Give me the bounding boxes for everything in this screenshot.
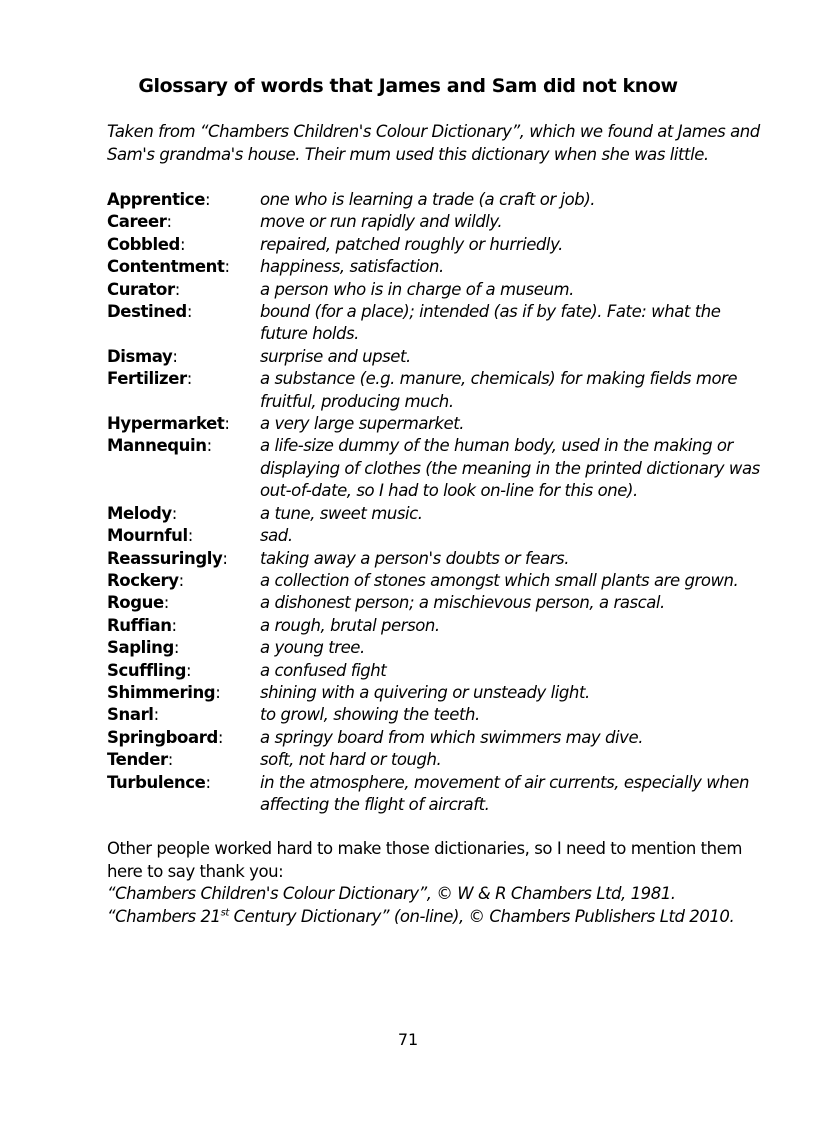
glossary-term-word: Mannequin — [107, 436, 207, 456]
glossary-definition: a life-size dummy of the human body, used in the making or displaying of clothes (the meaning in the printed dictionary was out-of-date, so I had to look on-line for this one). — [260, 436, 760, 501]
glossary-term-word: Cobbled — [107, 234, 180, 254]
glossary-definition: a springy board from which swimmers may dive. — [260, 727, 643, 747]
glossary-definition: repaired, patched roughly or hurriedly. — [260, 234, 563, 254]
glossary-term-colon: : — [166, 212, 172, 232]
glossary-term-colon: : — [224, 257, 230, 277]
glossary-term-colon: : — [173, 638, 180, 658]
glossary-term-colon: : — [163, 593, 169, 613]
glossary-term-colon: : — [215, 682, 221, 702]
citation-online-part-1: “Chambers 21 — [107, 906, 221, 926]
glossary-entry — [107, 548, 767, 570]
intro-paragraph: Taken from “Chambers Children's Colour Dictionary”, which we found at James and Sam's grandma's house. Their mum used this dictionary when she was little. — [107, 122, 760, 164]
glossary-term-colon: : — [186, 660, 192, 680]
glossary-definition: a collection of stones amongst which small plants are grown. — [260, 570, 739, 590]
glossary-term-word: Scuffling — [107, 660, 187, 680]
glossary-term-word: Rockery — [107, 570, 179, 590]
glossary-term-colon: : — [187, 526, 193, 546]
glossary-definition: a confused fight — [260, 660, 387, 680]
glossary-term-colon: : — [224, 414, 230, 434]
glossary-entry — [107, 704, 767, 726]
glossary-term-word: Rogue — [107, 593, 164, 613]
glossary-term — [107, 570, 260, 592]
glossary-term-word: Career — [107, 212, 167, 232]
glossary-entry — [107, 749, 767, 771]
glossary-term-word: Mournful — [107, 526, 188, 546]
glossary-entry — [107, 727, 767, 749]
page-number: 71 — [397, 1030, 419, 1049]
glossary-term-word: Snarl — [107, 705, 154, 725]
glossary-term-colon: : — [205, 772, 211, 792]
glossary-definition: a substance (e.g. manure, chemicals) for making fields more fruitful, producing much. — [260, 369, 738, 411]
glossary-term-word: Turbulence — [107, 772, 206, 792]
glossary-entry — [107, 256, 767, 278]
glossary-entry — [107, 772, 767, 817]
glossary-definition: surprise and upset. — [260, 346, 411, 366]
glossary-definition: to growl, showing the teeth. — [260, 705, 480, 725]
glossary-term-colon: : — [186, 369, 192, 389]
glossary-term — [107, 592, 260, 614]
glossary-term — [107, 368, 260, 390]
glossary-term-colon: : — [204, 190, 211, 209]
glossary-term-colon: : — [222, 548, 228, 568]
glossary-definition: taking away a person's doubts or fears. — [260, 548, 569, 568]
glossary-term-word: Apprentice — [107, 190, 205, 209]
page-title: Glossary of words that James and Sam did not know — [138, 75, 678, 97]
glossary-entry — [107, 615, 767, 637]
credits-section — [107, 838, 767, 928]
glossary-definition: one who is learning a trade (a craft or job). — [260, 190, 596, 209]
glossary-term — [107, 637, 260, 659]
glossary-entry — [107, 189, 767, 211]
glossary-term-word: Springboard — [107, 727, 218, 747]
glossary-term — [107, 279, 260, 301]
glossary-term — [107, 682, 260, 704]
citation-online-dictionary — [107, 906, 767, 929]
glossary-term — [107, 615, 260, 637]
glossary-definition: a young tree. — [260, 638, 365, 658]
citation-print-dictionary: “Chambers Children's Colour Dictionary”, © W & R Chambers Ltd, 1981. — [107, 884, 676, 903]
glossary-definition: in the atmosphere, movement of air currents, especially when affecting the flight of aircraft. — [260, 772, 749, 814]
glossary-term — [107, 189, 260, 211]
glossary-term — [107, 301, 260, 323]
glossary-entry — [107, 682, 767, 704]
glossary-term-word: Hypermarket — [107, 414, 225, 434]
glossary-entry — [107, 525, 767, 547]
glossary-entry — [107, 592, 767, 614]
glossary-definition: a tune, sweet music. — [260, 503, 423, 523]
glossary-entry — [107, 279, 767, 301]
glossary-term — [107, 211, 260, 233]
glossary-term-word: Destined — [107, 302, 187, 322]
glossary-definition: a dishonest person; a mischievous person, a rascal. — [260, 593, 665, 613]
glossary-entry — [107, 346, 767, 368]
glossary-entry — [107, 211, 767, 233]
glossary-term — [107, 234, 260, 256]
citation-online-part-2: Century Dictionary” (on-line), © Chambers Publishers Ltd 2010. — [228, 906, 735, 926]
glossary-term-word: Shimmering — [107, 682, 216, 702]
glossary-definition: soft, not hard or tough. — [260, 750, 442, 770]
glossary-term-word: Contentment — [107, 257, 225, 277]
glossary-term-word: Fertilizer — [107, 369, 187, 389]
glossary-term — [107, 727, 260, 749]
glossary-term-colon: : — [217, 727, 224, 747]
glossary-term-colon: : — [153, 705, 159, 725]
glossary-term-word: Melody — [107, 503, 172, 523]
glossary-term — [107, 503, 260, 525]
glossary-term — [107, 772, 260, 794]
glossary-term — [107, 704, 260, 726]
glossary-term — [107, 256, 260, 278]
glossary-entry — [107, 660, 767, 682]
glossary-definition: a very large supermarket. — [260, 414, 465, 434]
glossary-term-colon: : — [179, 234, 186, 254]
credits-text: Other people worked hard to make those dictionaries, so I need to mention them here to say thank you: — [107, 839, 743, 881]
glossary-entry — [107, 368, 767, 413]
glossary-entry — [107, 570, 767, 592]
glossary-term-word: Dismay — [107, 346, 173, 366]
glossary-term — [107, 660, 260, 682]
glossary-list — [107, 189, 767, 816]
glossary-entry — [107, 435, 767, 502]
citation-online-superscript: st — [220, 907, 229, 918]
glossary-term-colon: : — [167, 750, 173, 770]
glossary-entry — [107, 503, 767, 525]
glossary-definition: happiness, satisfaction. — [260, 257, 444, 277]
glossary-term-colon: : — [178, 570, 184, 590]
glossary-term — [107, 413, 260, 435]
glossary-term-word: Ruffian — [107, 615, 172, 635]
glossary-term-word: Tender — [107, 750, 168, 770]
glossary-term-colon: : — [186, 302, 192, 322]
glossary-definition: sad. — [260, 526, 293, 546]
glossary-term — [107, 548, 260, 570]
glossary-definition: bound (for a place); intended (as if by fate). Fate: what the future holds. — [260, 302, 721, 344]
glossary-definition: shining with a quivering or unsteady light. — [260, 682, 590, 702]
glossary-term-word: Reassuringly — [107, 548, 223, 568]
glossary-term-colon: : — [206, 436, 212, 456]
glossary-definition: move or run rapidly and wildly. — [260, 212, 503, 232]
glossary-definition: a rough, brutal person. — [260, 615, 440, 635]
glossary-term-word: Curator — [107, 279, 175, 299]
glossary-definition: a person who is in charge of a museum. — [260, 279, 574, 299]
glossary-term-colon: : — [172, 346, 178, 366]
glossary-term-colon: : — [174, 279, 180, 299]
glossary-entry — [107, 301, 767, 346]
glossary-entry — [107, 234, 767, 256]
glossary-term — [107, 435, 260, 457]
glossary-entry — [107, 413, 767, 435]
glossary-term — [107, 749, 260, 771]
glossary-term-colon: : — [171, 615, 177, 635]
glossary-term — [107, 525, 260, 547]
glossary-term-word: Sapling — [107, 638, 174, 658]
glossary-term-colon: : — [171, 503, 177, 523]
glossary-entry — [107, 637, 767, 659]
glossary-term — [107, 346, 260, 368]
